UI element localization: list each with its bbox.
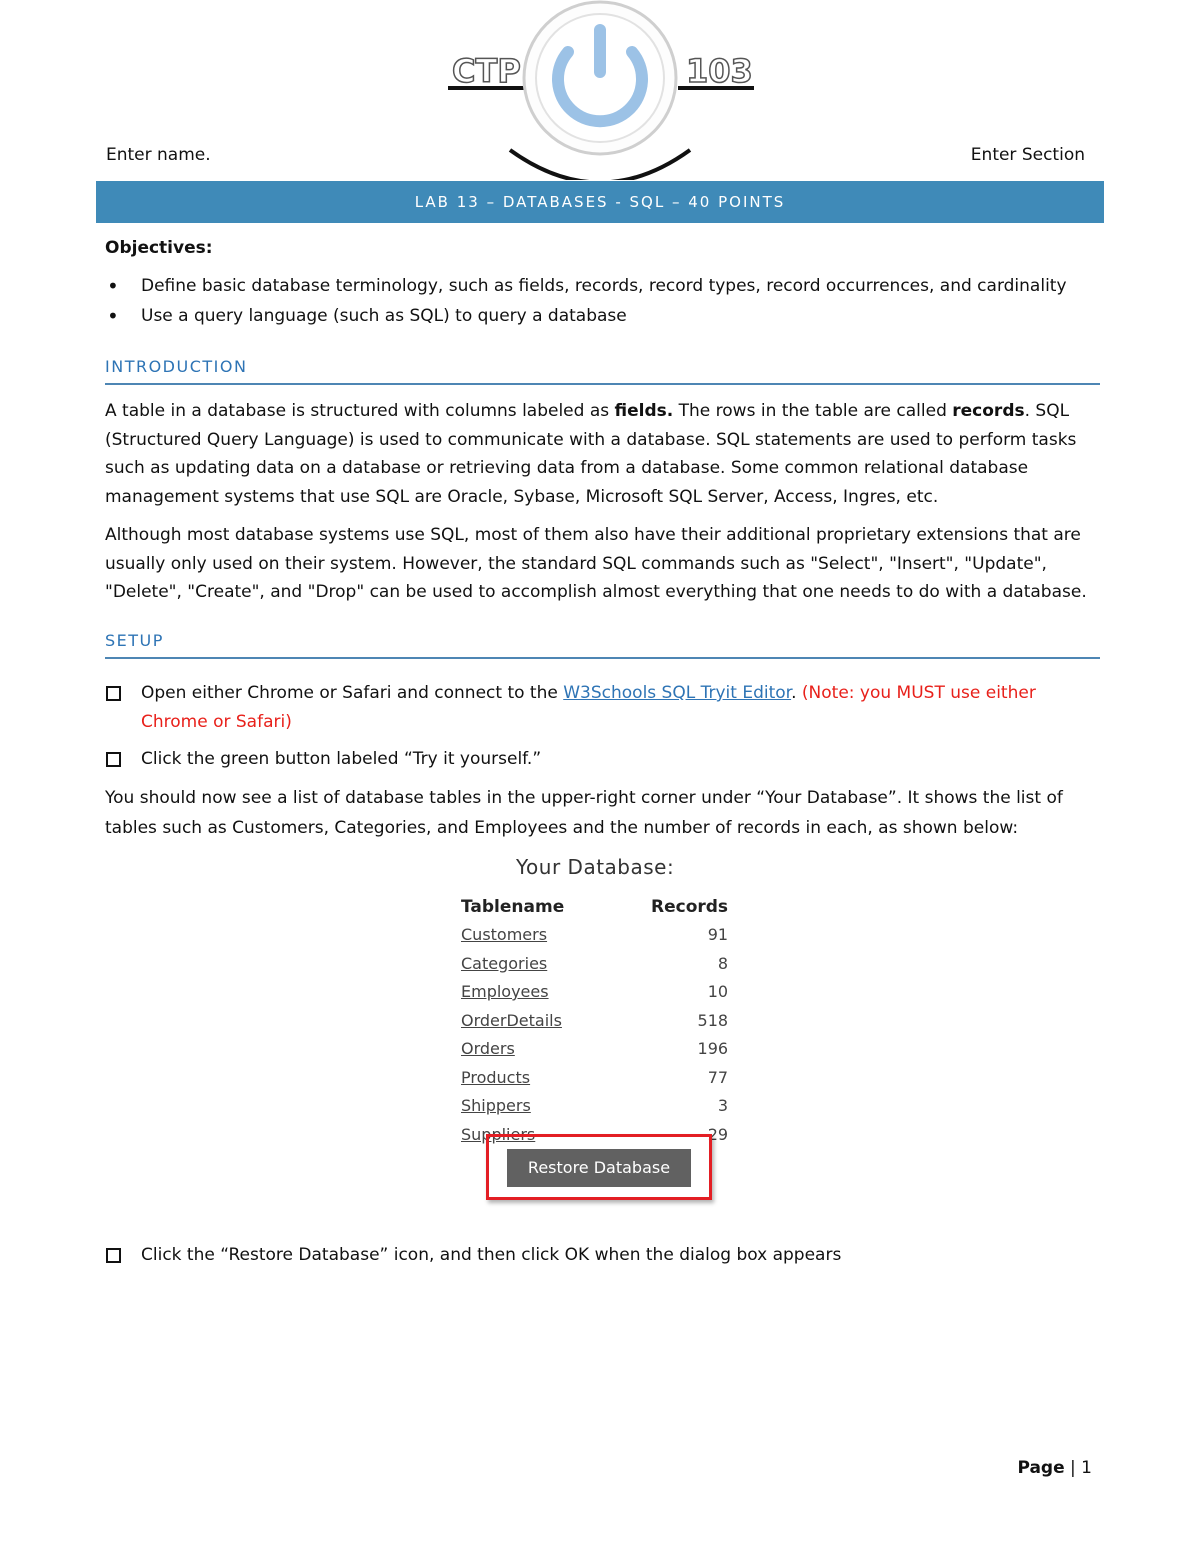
checkbox-icon[interactable] — [106, 752, 121, 767]
setup-description: You should now see a list of database tables in the upper-right corner under “Your Database”. It shows the list of tables such as Customers, Categories, and Employees and the number of records in each, as shown below: — [105, 787, 1063, 838]
restore-highlight-frame — [486, 1134, 712, 1200]
record-count: 10 — [707, 982, 729, 1001]
table-row — [461, 950, 728, 979]
logo-text-right: 103 — [686, 52, 753, 90]
table-name-link[interactable]: Employees — [461, 982, 549, 1001]
page-separator: | — [1070, 1458, 1076, 1478]
setup-step-3 — [105, 1241, 1100, 1270]
browser-note: (Note: you MUST use either Chrome or Safari) — [141, 683, 1036, 732]
table-header-row — [461, 893, 728, 922]
intro-paragraph-1 — [105, 397, 1100, 511]
record-count: 196 — [697, 1039, 729, 1058]
table-row — [461, 978, 728, 1007]
record-count: 77 — [707, 1067, 729, 1087]
introduction-heading: INTRODUCTION — [105, 353, 1100, 386]
page-number — [1017, 1458, 1092, 1478]
table-name-link[interactable]: Products — [461, 1067, 531, 1087]
intro-text: The rows in the table are called — [673, 401, 953, 421]
record-count: 8 — [717, 953, 729, 973]
record-count: 518 — [697, 1010, 729, 1030]
database-table — [461, 893, 728, 1150]
page-number-value: 1 — [1081, 1458, 1092, 1478]
record-count: 91 — [707, 925, 729, 944]
intro-paragraph-2: Although most database systems use SQL, most of them also have their additional proprietary extensions that are usually only used on their system. However, the standard SQL commands such as "Select", "Insert", "Update", "Delete", "Create", and "Drop" can be used to accomplish almost everything that one needs to do with a database. — [105, 525, 1087, 602]
table-name-link[interactable]: Orders — [461, 1039, 515, 1058]
enter-name-field[interactable]: Enter name. — [106, 145, 211, 165]
objective-item: • Define basic database terminology, such as fields, records, record types, record occurrences, and cardinality — [105, 271, 1100, 301]
table-name-link[interactable]: Customers — [461, 925, 548, 944]
record-count: 29 — [707, 1124, 729, 1144]
table-name-link[interactable]: OrderDetails — [461, 1010, 562, 1030]
table-row — [461, 1007, 728, 1036]
document-body — [105, 234, 1100, 1278]
step-text: Click the green button labeled “Try it yourself.” — [141, 749, 542, 769]
your-database-title: Your Database: — [516, 854, 675, 879]
lab-title-bar: LAB 13 – DATABASES - SQL – 40 POINTS — [96, 181, 1104, 223]
record-count: 3 — [717, 1096, 729, 1115]
table-name-link[interactable]: Suppliers — [461, 1124, 536, 1144]
objectives-label: Objectives: — [105, 238, 213, 258]
setup-step-2 — [105, 745, 1100, 774]
enter-section-field[interactable]: Enter Section — [970, 145, 1085, 165]
page-label: Page — [1017, 1458, 1065, 1478]
col-tablename: Tablename — [461, 896, 565, 917]
setup-step-1 — [105, 679, 1100, 736]
checkbox-icon[interactable] — [106, 1248, 121, 1263]
table-row — [461, 921, 728, 950]
intro-bold-records: records — [952, 401, 1025, 421]
intro-bold-fields: fields. — [614, 401, 674, 421]
your-database-screenshot — [105, 853, 1100, 1213]
w3schools-link[interactable]: W3Schools SQL Tryit Editor — [563, 683, 792, 703]
step-text: . — [791, 683, 802, 703]
col-records: Records — [651, 896, 729, 917]
step-text: Click the “Restore Database” icon, and then click OK when the dialog box appears — [141, 1244, 842, 1265]
ctp-logo — [440, 0, 760, 180]
table-name-link[interactable]: Shippers — [461, 1096, 531, 1115]
checkbox-icon[interactable] — [106, 686, 121, 701]
logo-text-left: CTP — [452, 52, 521, 90]
step-text: Open either Chrome or Safari and connect to the — [141, 683, 564, 703]
table-row — [461, 1092, 728, 1121]
objectives-list — [105, 271, 1100, 331]
restore-database-button[interactable]: Restore Database — [507, 1149, 691, 1187]
table-row — [461, 1035, 728, 1064]
objective-item: • Use a query language (such as SQL) to query a database — [105, 301, 1100, 331]
intro-text: A table in a database is structured with columns labeled as — [105, 401, 615, 421]
table-row — [461, 1064, 728, 1093]
intro-text: . SQL (Structured Query Language) is used to communicate with a database. SQL statements are used to perform tasks such as updating data on a database or retrieving data from a database. Some common relational database management systems that use SQL are Oracle, Sybase, Microsoft SQL Server, Access, Ingres, etc. — [105, 401, 1077, 507]
setup-heading: SETUP — [105, 627, 1100, 660]
table-name-link[interactable]: Categories — [461, 953, 548, 973]
